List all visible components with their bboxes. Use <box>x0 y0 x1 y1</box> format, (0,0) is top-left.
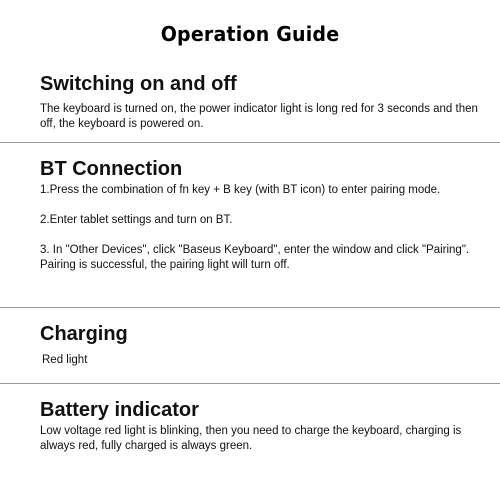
section-battery-indicator <box>40 398 480 454</box>
section-switching <box>40 72 480 132</box>
section-bt-connection <box>40 157 480 273</box>
section-text: The keyboard is turned on, the power indicator light is long red for 3 seconds and then off, the keyboard is powered on. <box>40 103 478 130</box>
divider <box>0 307 500 308</box>
page-title: Operation Guide <box>160 22 340 46</box>
divider <box>0 142 500 143</box>
section-text: Red light <box>42 354 88 366</box>
divider <box>0 383 500 384</box>
step-text: 1.Press the combination of fn key + B key (with BT icon) to enter pairing mode. <box>40 184 441 196</box>
section-charging <box>40 322 480 368</box>
section-heading: Charging <box>40 323 128 345</box>
step-text: 3. In "Other Devices", click "Baseus Keyboard", enter the window and click "Pairing". Pairing is successful, the pairing light will turn off. <box>40 244 470 271</box>
section-heading: BT Connection <box>40 158 183 180</box>
section-heading: Switching on and off <box>40 73 237 95</box>
section-heading: Battery indicator <box>40 399 199 421</box>
step-text: 2.Enter tablet settings and turn on BT. <box>40 214 233 226</box>
section-text: Low voltage red light is blinking, then you need to charge the keyboard, charging is always red, fully charged is always green. <box>40 425 462 452</box>
